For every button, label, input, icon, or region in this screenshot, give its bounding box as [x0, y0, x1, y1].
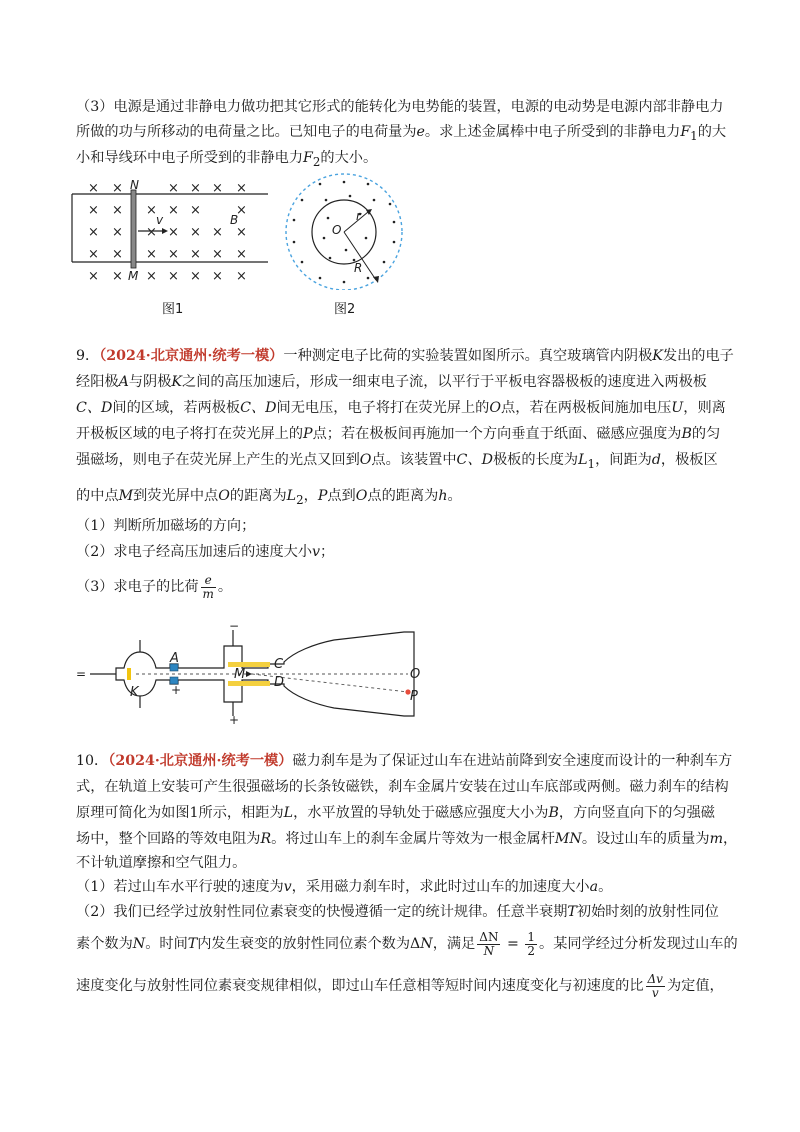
- fig3-crt-apparatus: [74, 624, 434, 724]
- q9-line5: 强磁场，则电子在荧光屏上产生的光点又回到O点。该装置中C、D极板的长度为$L_1$，间距为d，极板区: [76, 452, 718, 471]
- q8-part3-line2: 所做的功与所移动的电荷量之比。已知电子的电荷量为e。求上述金属棒中电子所受到的非静电力$F_1$的大: [76, 124, 727, 143]
- velocity-ratio: $\frac{\Delta v}{v}$: [647, 971, 663, 1000]
- q10-line4: 场中，整个回路的等效电阻为R。将过山车上的刹车金属片等效为一根金属杆MN。设过山车的质量为m，: [76, 831, 738, 847]
- q8-part3-line1: （3）电源是通过非静电力做功把其它形式的能转化为电势能的装置，电源的电动势是电源内部非静电力: [76, 99, 724, 115]
- label-v: v: [156, 213, 164, 227]
- svg-text:×: ×: [88, 247, 99, 262]
- q9-number: 9．: [76, 348, 100, 364]
- q9-line3: C、D间的区域，若两极板C、D间无电压，电子将打在荧光屏上的O点，若在两极板间施加电压U，则离: [76, 400, 726, 416]
- svg-text:×: ×: [190, 269, 201, 284]
- fig1-caption: 图1: [162, 302, 184, 317]
- q9-line4: 开极板区域的电子将打在荧光屏上的P点；若在极板间再施加一个方向垂直于纸面、磁感应强度为B的匀: [76, 426, 721, 442]
- label-P: P: [410, 689, 418, 704]
- svg-text:×: ×: [212, 269, 223, 284]
- svg-text:×: ×: [168, 181, 179, 196]
- svg-text:×: ×: [88, 203, 99, 218]
- svg-text:×: ×: [168, 247, 179, 262]
- q10-line5: 不计轨道摩擦和空气阻力。: [76, 855, 247, 871]
- q9-source: （2024·北京通州·统考一模）: [99, 348, 284, 364]
- label-O: O: [332, 223, 342, 237]
- q10-line3: 原理可简化为如图1所示，相距为L，水平放置的导轨处于磁感应强度大小为B，方向竖直向下的匀强磁: [76, 805, 715, 821]
- q9-sub2: （2）求电子经高压加速后的速度大小v；: [76, 544, 335, 560]
- svg-text:×: ×: [88, 225, 99, 240]
- svg-text:×: ×: [112, 225, 123, 240]
- fig2-ring-diagram: [280, 172, 410, 290]
- svg-text:×: ×: [236, 181, 247, 196]
- q9-sub3: （3）求电子的比荷 $\frac{e}{m}$ 。: [76, 572, 233, 601]
- label-R: R: [354, 261, 363, 275]
- label-M: M: [128, 269, 139, 283]
- fig2-caption: 图2: [334, 302, 356, 317]
- svg-text:×: ×: [112, 203, 123, 218]
- label-top-minus: −: [229, 624, 240, 633]
- svg-text:×: ×: [236, 225, 247, 240]
- svg-text:×: ×: [236, 203, 247, 218]
- svg-text:×: ×: [190, 181, 201, 196]
- label-O: O: [410, 667, 421, 682]
- q10-sub1: （1）若过山车水平行驶的速度为v，采用磁力刹车时，求此时过山车的加速度大小a。: [76, 879, 613, 895]
- label-r: r: [356, 209, 361, 223]
- svg-text:×: ×: [112, 181, 123, 196]
- svg-text:×: ×: [168, 203, 179, 218]
- label-left-terminal: =: [76, 667, 87, 681]
- svg-text:×: ×: [146, 247, 157, 262]
- svg-text:×: ×: [168, 269, 179, 284]
- q9-line6: 的中点M到荧光屏中点O的距离为$L_2$，P点到O点的距离为h。: [76, 488, 462, 507]
- cathode-K: [127, 668, 131, 680]
- svg-text:×: ×: [212, 225, 223, 240]
- q9-sub1: （1）判断所加磁场的方向；: [76, 518, 256, 534]
- svg-text:×: ×: [190, 203, 201, 218]
- charge-mass-ratio: $\frac{e}{m}$: [202, 572, 214, 601]
- svg-text:×: ×: [112, 269, 123, 284]
- svg-text:×: ×: [190, 225, 201, 240]
- svg-text:×: ×: [212, 181, 223, 196]
- svg-text:×: ×: [112, 247, 123, 262]
- svg-text:×: ×: [88, 269, 99, 284]
- metal-rod: [131, 190, 136, 268]
- label-C: C: [274, 657, 284, 672]
- q9-line2: 经阳极A与阴极K之间的高压加速后，形成一细束电子流，以平行于平板电容器极板的速度进入两极板: [76, 374, 707, 390]
- svg-text:×: ×: [236, 269, 247, 284]
- label-K: K: [130, 685, 139, 700]
- svg-text:×: ×: [190, 247, 201, 262]
- label-N: N: [130, 178, 139, 192]
- magnetic-field-crosses: [88, 181, 247, 284]
- q10-sub2-line2: 素个数为N。时间T内发生衰变的放射性同位素个数为ΔN，满足 $\frac{\Delta N}{N}$ = $\frac{1}{2}$ 。某同学经过分析发现过山车的: [76, 929, 738, 958]
- svg-text:×: ×: [236, 247, 247, 262]
- svg-text:×: ×: [88, 181, 99, 196]
- q10-sub2-line3: 速度变化与放射性同位素衰变规律相似，即过山车任意相等短时间内速度变化与初速度的比 $\frac{\Delta v}{v}$ 为定值，: [76, 971, 724, 1000]
- label-bottom-plus: +: [229, 713, 240, 724]
- label-anode-plus: +: [171, 683, 182, 697]
- q10-source: （2024·北京通州·统考一模）: [108, 753, 293, 769]
- fig1-rails-diagram: [70, 176, 270, 284]
- q8-part3-line3: 小和导线环中电子所受到的非静电力$F_2$的大小。: [76, 150, 378, 169]
- q10-sub2-line1: （2）我们已经学过放射性同位素衰变的快慢遵循一定的统计规律。任意半衰期T初始时刻的放射性同位: [76, 904, 719, 920]
- q10-line2: 式，在轨道上安装可产生很强磁场的长条钕磁铁，刹车金属片安装在过山车底部或两侧。磁力刹车的结构: [76, 779, 729, 795]
- svg-text:×: ×: [212, 247, 223, 262]
- svg-text:×: ×: [146, 269, 157, 284]
- svg-text:×: ×: [146, 225, 157, 240]
- label-D: D: [274, 675, 285, 690]
- q10-line1: 10．（2024·北京通州·统考一模）磁力刹车是为了保证过山车在进站前降到安全速度而设计的一种刹车方: [76, 753, 733, 769]
- label-M: M: [234, 667, 246, 682]
- decay-fraction: $\frac{\Delta N}{N}$: [479, 929, 499, 958]
- q10-number: 10．: [76, 753, 109, 769]
- label-B: B: [230, 213, 239, 227]
- svg-text:×: ×: [168, 225, 179, 240]
- label-A: A: [170, 651, 179, 666]
- q9-line1: 9．（2024·北京通州·统考一模）一种测定电子比荷的实验装置如图所示。真空玻璃管内阴极K发出的电子: [76, 348, 734, 364]
- svg-text:×: ×: [146, 203, 157, 218]
- half-fraction: $\frac{1}{2}$: [527, 929, 536, 958]
